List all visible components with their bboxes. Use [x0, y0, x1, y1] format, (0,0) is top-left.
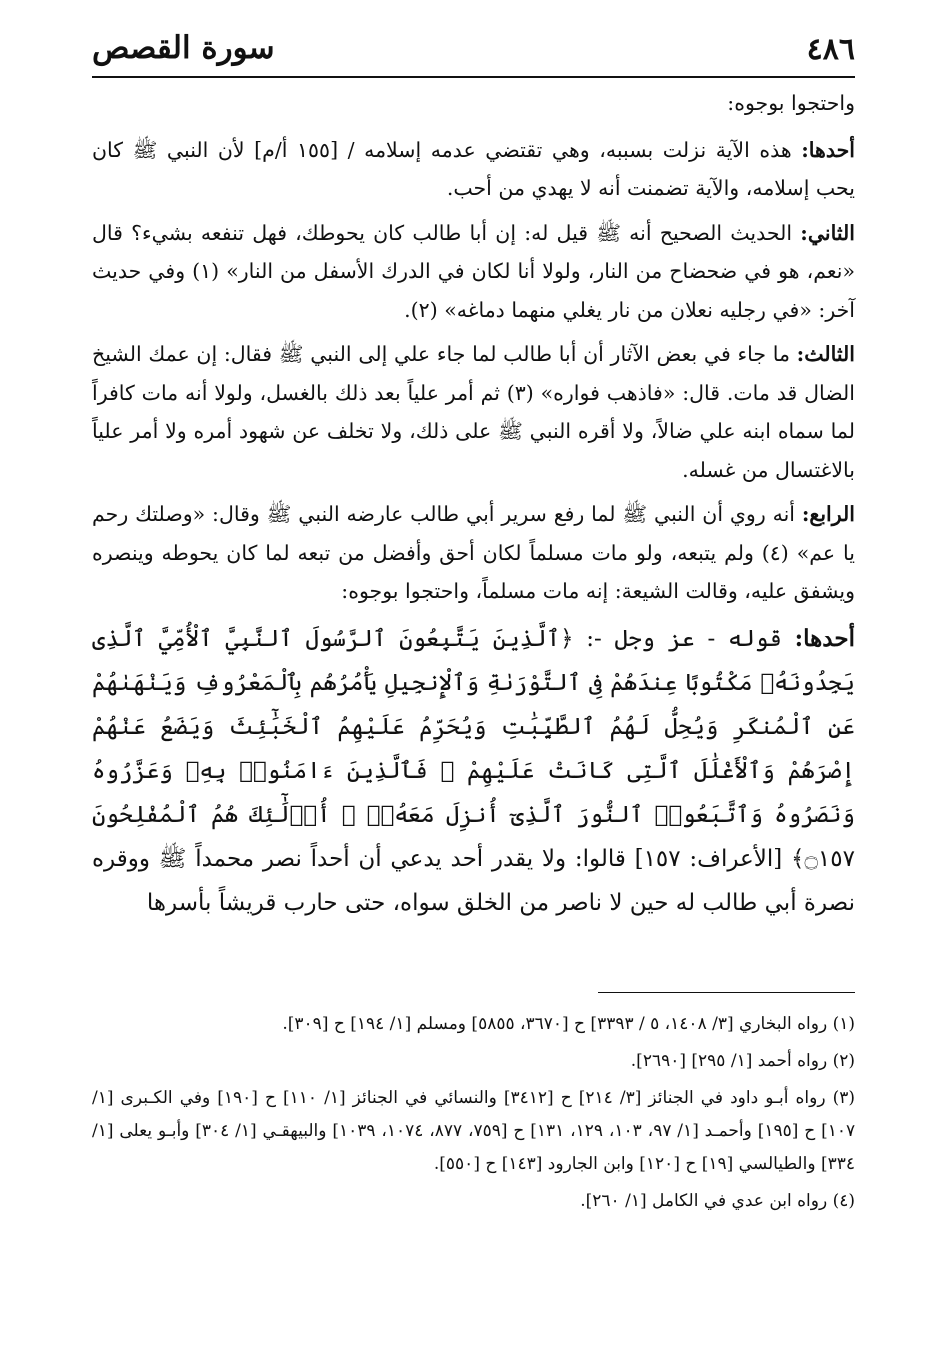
surah-title: سورة القصص	[92, 30, 275, 66]
paragraph-lead: الرابع:	[801, 502, 855, 526]
paragraph-second	[92, 214, 855, 330]
page-number: ٤٨٦	[806, 32, 855, 67]
footnote-item: (٤) رواه ابن عدي في الكامل [١/ ٢٦٠].	[580, 1191, 855, 1211]
paragraph-quran-verse	[92, 617, 855, 925]
quran-verse: ٱلَّذِينَ يَتَّبِعُونَ ٱلرَّسُولَ ٱلنَّبِيَّ ٱلْأُمِّيَّ ٱلَّذِى يَجِدُونَهُۥ مَكْتُوبًا عِندَهُمْ فِى ٱلتَّوْرَىٰةِ وَٱلْإِنجِيلِ يَأْمُرُهُم بِٱلْمَعْرُوفِ وَيَنْهَىٰهُمْ عَنِ ٱلْمُنكَرِ وَيُحِلُّ لَهُمُ ٱلطَّيِّبَٰتِ وَيُحَرِّمُ عَلَيْهِمُ ٱلْخَبَٰٓئِثَ وَيَضَعُ عَنْهُمْ إِصْرَهُمْ وَٱلْأَغْلَٰلَ ٱلَّتِى كَانَتْ عَلَيْهِمْ ۚ فَٱلَّذِينَ ءَامَنُوا۟ بِهِۦ وَعَزَّرُوهُ وَنَصَرُوهُ وَٱتَّبَعُوا۟ ٱلنُّورَ ٱلَّذِىٓ أُنزِلَ مَعَهُۥٓ ۙ أُو۟لَٰٓئِكَ هُمُ ٱلْمُفْلِحُونَ ۝١٥٧	[92, 625, 855, 872]
paragraph-text: ما جاء في بعض الآثار أن أبا طالب لما جاء علي إلى النبي ﷺ فقال: إن عمك الشيخ الضال قد مات. قال: «فاذهب فواره» (٣) ثم أمر علياً بعد ذلك بالغسل، ولولا أنه مات كافراً لما سماه ابنه علي ضالاً، ولا أقره النبي ﷺ على ذلك، ولا تخلف عن شهود أمره ولا أمر علياً بالاغتسال من غسله.	[92, 342, 855, 482]
paragraph-text: هذه الآية نزلت بسببه، وهي تقتضي عدمه إسلامه / [١٥٥ أ/م] لأن النبي ﷺ كان يحب إسلامه، والآية تضمنت أنه لا يهدي من أحب.	[92, 137, 855, 200]
paragraph-lead: أحدها:	[801, 137, 855, 162]
paragraph-text: واحتجوا بوجوه:	[727, 91, 855, 115]
paragraph-fourth	[92, 495, 855, 611]
footnote-item: (٢) رواه أحمد [١/ ٢٩٥] [٢٦٩٠].	[630, 1051, 855, 1071]
footnote-item: (١) رواه البخاري [٣/ ١٤٠٨، ٥ / ٣٣٩٣] ح [٣٦٧٠، ٥٨٥٥] ومسلم [١/ ١٩٤] ح [٣٠٩].	[282, 1014, 855, 1034]
verse-after: ﴾ [الأعراف: ١٥٧] قالوا: ولا يقدر أحد يدعي أن أحداً نصر محمداً ﷺ ووقره نصرة أبي طالب له حين لا ناصر من الخلق سواه، حتى حارب قريشاً بأسرها	[92, 845, 855, 916]
main-text	[92, 84, 855, 931]
verse-intro: قوله - عز وجل -: ﴿	[560, 625, 795, 652]
header-rule	[92, 76, 855, 78]
paragraph-lead: أحدها:	[794, 624, 855, 652]
footnotes	[92, 1008, 855, 1222]
paragraph-third	[92, 335, 855, 489]
paragraph-first	[92, 131, 855, 208]
footnote-rule	[598, 992, 855, 993]
page-header	[92, 28, 855, 76]
paragraph-lead: الثالث:	[796, 342, 855, 366]
paragraph-lead: الثاني:	[800, 220, 855, 245]
paragraph-intro	[92, 84, 855, 123]
paragraph-text: أنه روي أن النبي ﷺ لما رفع سرير أبي طالب عارضه النبي ﷺ وقال: «وصلتك رحم يا عم» (٤) ولم يتبعه، ولو مات مسلماً لكان أحق وأفضل من تبعه لما كان يحوطه وينصره ويشفق عليه، وقالت الشيعة: إنه مات مسلماً، واحتجوا بوجوه:	[92, 502, 855, 603]
paragraph-text: الحديث الصحيح أنه ﷺ قيل له: إن أبا طالب كان يحوطك، فهل تنفعه بشيء؟ قال «نعم، هو في ضحضاح من النار، ولولا أنا لكان في الدرك الأسفل من النار» (١) وفي حديث آخر: «في رجليه نعلان من نار يغلي منهما دماغه» (٢).	[92, 220, 855, 322]
footnote-item: (٣) رواه أبـو داود في الجنائز [٣/ ٢١٤] ح [٣٤١٢] والنسائي في الجنائز [١/ ١١٠] ح [١٩٠] وفي الكـبرى [١/ ١٠٧] ح [١٩٥] وأحمـد [١/ ٩٧، ١٠٣، ١٢٩، ١٣١] ح [٧٥٩، ٨٧٧، ١٠٧٤، ١٠٣٩] والبيهقـي [١/ ٣٠٤] وأبـو يعلى [١/ ٣٣٤] والطيالسي [١٩] ح [١٢٠] وابن الجارود [١٤٣] ح [٥٥٠].	[92, 1088, 856, 1174]
